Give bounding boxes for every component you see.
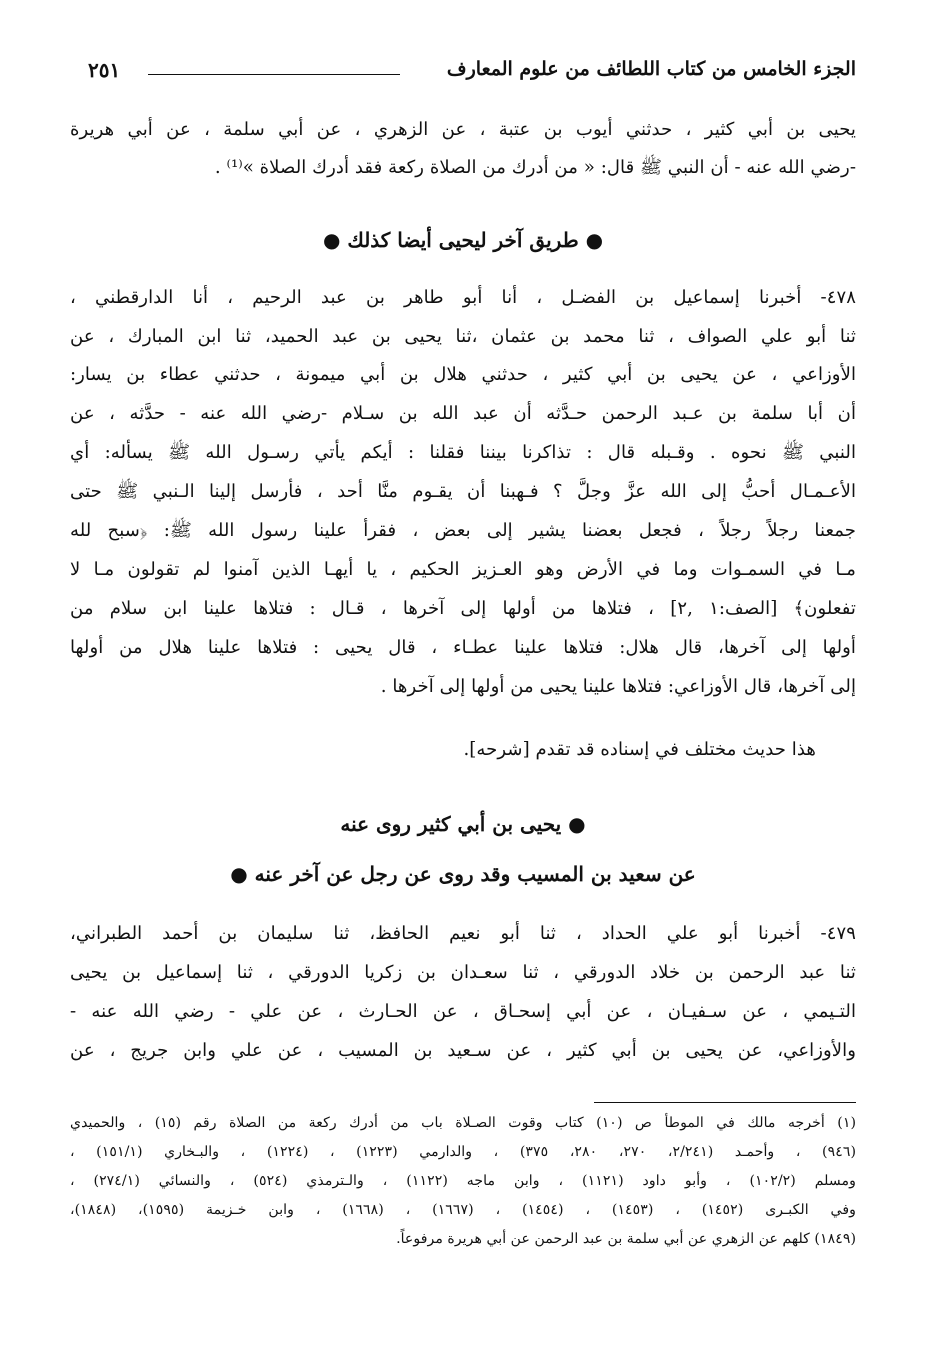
body-line: ٤٧٨- أخبرنا إسماعيل بن الفضـل ، أنا أبو طاهر بن عبد الرحيم ، أنا الدارقطني ، bbox=[70, 287, 856, 308]
section-heading: ● يحيى بن أبي كثير روى عنه bbox=[340, 812, 586, 836]
body-line: جمعنا رجلاً رجلاً ، فجعل بعضنا يشير إلى بعض ، فقرأ علينا رسول الله ﷺ: ﴿سبح لله bbox=[70, 520, 856, 541]
body-line: تفعلون﴾ [الصف:١ ,٢] ، فتلاها من أولها إلى آخرها ، قـال : فتلاها علينا ابن سلام من bbox=[70, 598, 856, 619]
body-line: الأعـمـال أحبُّ إلى الله عزَّ وجلَّ ؟ فـهبنا أن يقـوم منَّا أحد ، فأرسل إلينا الـنبي ﷺ حتى bbox=[70, 481, 856, 502]
body-line: أن أبا سلمة بن عـبد الرحمن حـدَّثه أن عبد الله بن سـلام -رضي الله عنه - حدَّثه ، عن bbox=[70, 403, 856, 424]
footnote-line: وفي الكبـرى (١٤٥٢) ، (١٤٥٣) ، (١٤٥٤) ، (١٦٦٧) ، (١٦٦٨) ، وابن خـزيمة (١٥٩٥)، (١٨٤٨)، bbox=[70, 1202, 856, 1218]
section-heading-continuation: عن سعيد بن المسيب وقد روى عن رجل عن آخر عنه ● bbox=[230, 862, 696, 886]
body-line: ٤٧٩- أخبرنا أبو علي الحداد ، ثنا أبو نعيم الحافظ، ثنا سليمان بن أحمد الطبراني، bbox=[70, 923, 856, 944]
body-line: ثنا عبد الرحمن بن خلاد الدورقي ، ثنا سعـدان بن زكريا الدورقي ، ثنا إسماعيل بن يحيى bbox=[70, 962, 856, 983]
header-rule bbox=[148, 74, 400, 75]
body-line: النبي ﷺ نحوه . وقـبله قال : تذاكرنا بيننا فقلنا : أيكم يأتي رسـول الله ﷺ يسأله: أي bbox=[70, 442, 856, 463]
footnote-rule bbox=[594, 1102, 856, 1103]
page-number: ٢٥١ bbox=[88, 58, 121, 82]
footnote-line: (١٨٤٩) كلهم عن الزهري عن أبي سلمة بن عبد الرحمن عن أبي هريرة مرفوعاً. bbox=[396, 1231, 856, 1247]
section-heading: ● طريق آخر ليحيى أيضا كذلك ● bbox=[322, 228, 604, 252]
hadith-note: هذا حديث مختلف في إسناده قد تقدم [شرحه]. bbox=[463, 739, 816, 760]
intro-line: يحيى بن أبي كثير ، حدثني أيوب بن عتبة ، عن الزهري ، عن أبي سلمة ، عن أبي هريرة bbox=[70, 119, 856, 140]
footnote-line: (١) أخرجه مالك في الموطأ ص (١٠) كتاب وقوت الصـلاة باب من أدرك ركعة من الصلاة رقم (١٥) ، والحميدي bbox=[70, 1115, 856, 1131]
footnote-line: ومسلم (١٠٢/٢) ، وأبو داود (١١٢١) ، وابن ماجه (١١٢٢) ، والـترمذي (٥٢٤) ، والنسائي (٢٧٤/١) ، bbox=[70, 1173, 856, 1189]
body-line: إلى آخرها، قال الأوزاعي: فتلاها علينا يحيى من أولها إلى آخرها . bbox=[380, 676, 856, 697]
body-line: والأوزاعي، عن يحيى بن أبي كثير ، عن سـعيد بن المسيب ، عن علي وابن جريج ، عن bbox=[70, 1040, 856, 1061]
body-line: أولها إلى آخرها، قال هلال: فتلاها علينا عطـاء ، قال يحيى : فتلاها علينا هلال من أولها bbox=[70, 637, 856, 658]
running-header-title: الجزء الخامس من كتاب اللطائف من علوم المعارف bbox=[446, 58, 856, 80]
intro-line: -رضي الله عنه - أن النبي ﷺ قال: « من أدرك من الصلاة ركعة فقد أدرك الصلاة »⁽¹⁾ . bbox=[214, 157, 856, 178]
body-line: مـا في السمـوات وما في الأرض وهو العـزيز الحكيم ، يا أيهـا الذين آمنوا لم تقولون مـا لا bbox=[70, 559, 856, 580]
body-line: التـيمي ، عن سـفيـان ، عن أبي إسحـاق ، عن الحـارث ، عن علي - رضي الله عنه - bbox=[70, 1001, 856, 1022]
body-line: الأوزاعي ، عن يحيى بن أبي كثير ، حدثني هلال بن أبي ميمونة ، حدثني عطاء بن يسار: bbox=[70, 364, 856, 385]
footnote-line: (٩٤٦) ، وأحمـد (٢/٢٤١، ٢٧٠، ٢٨٠، ٣٧٥) ، والدارمي (١٢٢٣) ، (١٢٢٤) ، والبـخاري (١٥١/١) ، bbox=[70, 1144, 856, 1160]
body-line: ثنا أبو علي الصواف ، ثنا محمد بن عثمان ،ثنا يحيى بن عبد الحميد، ثنا ابن المبارك ، عن bbox=[70, 326, 856, 347]
